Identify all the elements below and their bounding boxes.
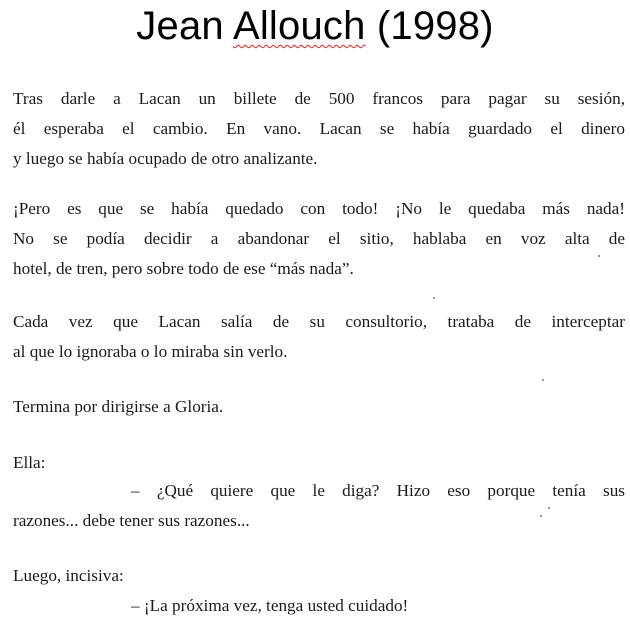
text-line: hotel, de tren, pero sobre todo de ese “más nada”. — [13, 259, 354, 278]
text-line: ¡Pero es que se había quedado con todo! ¡No le quedaba más nada! — [13, 199, 625, 218]
paragraph-5 — [13, 448, 625, 478]
paragraph-3 — [13, 307, 625, 367]
title-name-misspelled: Allouch — [232, 4, 366, 48]
text-line: Cada vez que Lacan salía de su consultorio, trataba de interceptar — [13, 312, 625, 331]
scan-speck — [598, 255, 600, 257]
text-line: Tras darle a Lacan un billete de 500 francos para pagar su sesión, — [13, 89, 625, 108]
text-line: No se podía decidir a abandonar el sitio, hablaba en voz alta de — [13, 229, 625, 248]
paragraph-2 — [13, 194, 625, 284]
scan-speck — [540, 515, 542, 517]
text-line: y luego se había ocupado de otro analizante. — [13, 149, 318, 168]
text-line: – ¡La próxima vez, tenga usted cuidado! — [131, 596, 409, 615]
scan-speck — [542, 379, 544, 381]
scan-speck — [433, 297, 435, 299]
paragraph-6 — [13, 476, 625, 536]
slide-title — [0, 4, 630, 49]
text-line: Ella: — [13, 453, 46, 472]
text-line: Luego, incisiva: — [13, 566, 124, 585]
paragraph-7 — [13, 561, 625, 621]
text-line: razones... debe tener sus razones... — [13, 511, 250, 530]
text-line: – ¿Qué quiere que le diga? Hizo eso porque tenía sus — [131, 481, 625, 500]
text-line: al que lo ignoraba o lo miraba sin verlo. — [13, 342, 288, 361]
text-line: Termina por dirigirse a Gloria. — [13, 397, 224, 416]
title-suffix: (1998) — [365, 4, 494, 48]
paragraph-4 — [13, 392, 625, 422]
text-line: él esperaba el cambio. En vano. Lacan se había guardado el dinero — [13, 119, 625, 138]
title-prefix: Jean — [136, 4, 233, 48]
paragraph-1 — [13, 84, 625, 174]
scan-speck — [548, 507, 550, 509]
